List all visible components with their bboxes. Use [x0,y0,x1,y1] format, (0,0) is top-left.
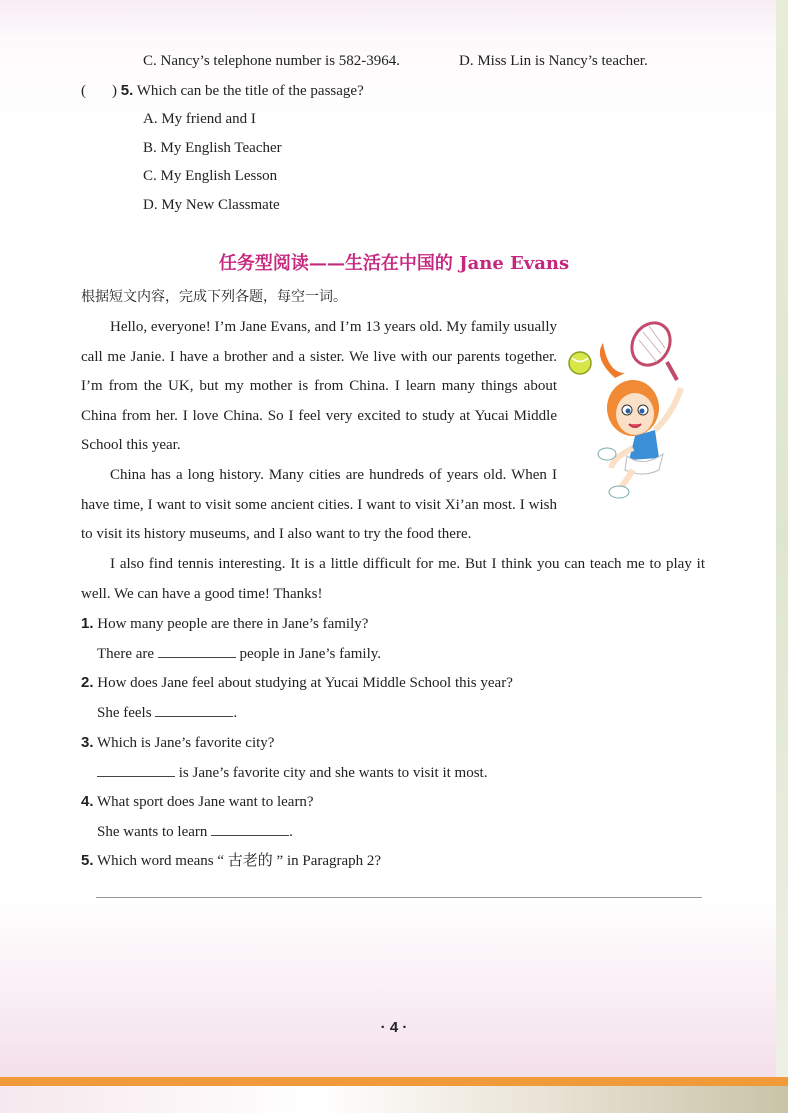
footer-band [0,1086,788,1113]
question-1-number: 1. [81,615,94,632]
question-2-number: 2. [81,674,94,691]
answer-4-blank[interactable] [211,822,289,836]
answer-2-after: . [233,705,238,721]
question-2 [81,674,513,692]
question-5-text: Which word means “ 古老的 ” in Paragraph 2? [97,853,382,869]
section-title: 任务型阅读——生活在中国的 Jane Evans [218,253,570,274]
answer-4-before: She wants to learn [97,824,212,840]
question-3-text: Which is Jane’s favorite city? [97,735,275,751]
page-edge-decoration [776,0,788,1080]
prev-option-c: C. Nancy’s telephone number is 582-3964. [143,53,401,69]
question-4-text: What sport does Jane want to learn? [97,794,314,810]
question-5-line [81,82,364,100]
section-instruction: 根据短文内容，完成下列各题，每空一词。 [81,289,347,305]
footer-bar [0,1077,788,1086]
question-3-number: 3. [81,734,94,751]
question-text: Which can be the title of the passage? [136,83,364,99]
passage-paragraph-3: I also find tennis interesting. It is a little difficult for me. But I think you can teach me to play it well. We can have a good time! Thanks! [81,556,705,602]
question-5-number: 5. [81,852,94,869]
answer-2-blank[interactable] [155,703,233,717]
answer-bracket-close: ) [112,83,117,99]
question-2-text: How does Jane feel about studying at Yucai Middle School this year? [97,675,513,691]
passage-paragraph-1: Hello, everyone! I’m Jane Evans, and I’m 13 years old. My family usually call me Janie. I have a brother and a sister. We live with our parents together. I’m from the UK, but my mother is from China. I learn many things about China from her. I love China. So I feel very excited to study at Yucai Middle School this year. [81,319,557,454]
answer-bracket-open: ( [81,83,86,99]
answer-1-blank[interactable] [158,644,236,658]
page-number: · 4 · [380,1019,408,1036]
passage-paragraph-2: China has a long history. Many cities are hundreds of years old. When I have time, I want to visit some ancient cities. I want to visit Xi’an most. I wish to visit its history museums, and I also want to try the food there. [81,467,557,543]
answer-3-blank[interactable] [97,763,175,777]
option-d: D. My New Classmate [143,197,280,213]
answer-1-after: people in Jane’s family. [235,646,382,662]
answer-3-after: is Jane’s favorite city and she wants to visit it most. [175,765,488,781]
answer-4-after: . [289,824,293,840]
tennis-girl-illustration [563,318,708,508]
answer-2-before: She feels [97,705,156,721]
option-b: B. My English Teacher [143,140,282,156]
answer-2 [97,703,237,722]
answer-5-line[interactable] [96,897,702,898]
prev-option-d: D. Miss Lin is Nancy’s teacher. [459,53,648,69]
option-a: A. My friend and I [143,111,256,127]
question-4-number: 4. [81,793,94,810]
question-4 [81,793,314,811]
option-c: C. My English Lesson [143,168,278,184]
question-1 [81,615,368,633]
question-5 [81,852,381,870]
question-1-text: How many people are there in Jane’s family? [97,616,369,632]
question-3 [81,734,274,752]
answer-3 [97,763,487,782]
answer-1-before: There are [97,646,158,662]
answer-4 [97,822,293,841]
question-number: 5. [120,82,134,99]
answer-1 [97,644,381,663]
